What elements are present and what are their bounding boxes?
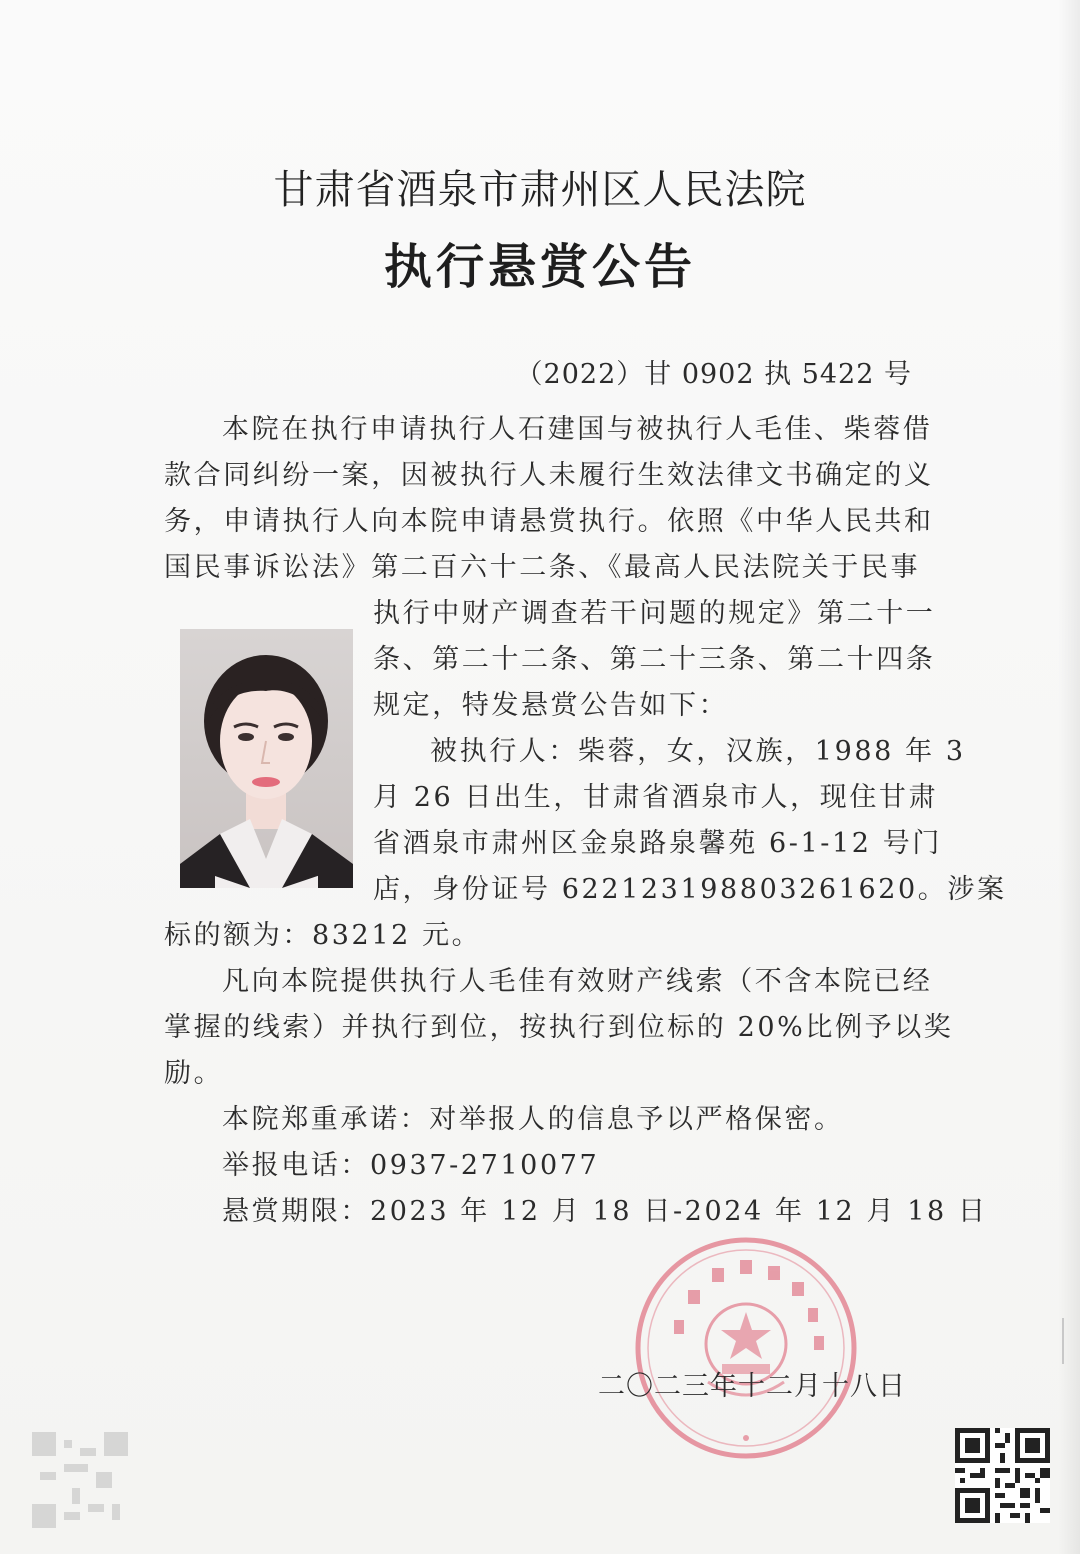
court-name: 甘肃省酒泉市肃州区人民法院 — [273, 167, 807, 213]
notice-title: 执行悬赏公告 — [383, 239, 696, 295]
body-line-13: 凡向本院提供执行人毛佳有效财产线索（不含本院已经 — [222, 966, 933, 997]
body-line-16: 本院郑重承诺：对举报人的信息予以严格保密。 — [222, 1104, 844, 1135]
court-seal — [630, 1232, 862, 1464]
bleed-through-mark — [32, 1432, 128, 1528]
body-line-1: 本院在执行申请执行人石建国与被执行人毛佳、柴蓉借 — [222, 414, 933, 445]
body-line-15: 励。 — [164, 1058, 224, 1089]
body-line-3: 务，申请执行人向本院申请悬赏执行。依照《中华人民共和 — [164, 506, 934, 537]
body-line-7: 规定，特发悬赏公告如下： — [373, 690, 729, 721]
body-line-18: 悬赏期限：2023 年 12 月 18 日-2024 年 12 月 18 日 — [222, 1196, 988, 1227]
body-line-5: 执行中财产调查若干问题的规定》第二十一 — [373, 598, 936, 629]
body-line-17: 举报电话：0937-2710077 — [222, 1150, 600, 1181]
portrait-photo — [180, 629, 353, 888]
qr-code[interactable] — [955, 1428, 1050, 1523]
body-line-12: 标的额为：83212 元。 — [164, 920, 482, 951]
case-number: （2022）甘 0902 执 5422 号 — [515, 359, 912, 390]
body-line-11: 店，身份证号 622123198803261620。涉案 — [373, 874, 1007, 905]
body-line-8: 被执行人：柴蓉，女，汉族，1988 年 3 — [430, 736, 966, 767]
body-line-2: 款合同纠纷一案，因被执行人未履行生效法律文书确定的义 — [164, 460, 934, 491]
body-line-9: 月 26 日出生，甘肃省酒泉市人，现住甘肃 — [373, 782, 939, 813]
issue-date: 二〇二三年十二月十八日 — [598, 1371, 906, 1402]
body-line-6: 条、第二十二条、第二十三条、第二十四条 — [373, 644, 936, 675]
body-line-10: 省酒泉市肃州区金泉路泉馨苑 6-1-12 号门 — [373, 828, 942, 859]
body-line-4: 国民事诉讼法》第二百六十二条、《最高人民法院关于民事 — [164, 552, 921, 583]
body-line-14: 掌握的线索）并执行到位，按执行到位标的 20%比例予以奖 — [164, 1012, 954, 1043]
scan-mark — [1062, 1318, 1072, 1364]
